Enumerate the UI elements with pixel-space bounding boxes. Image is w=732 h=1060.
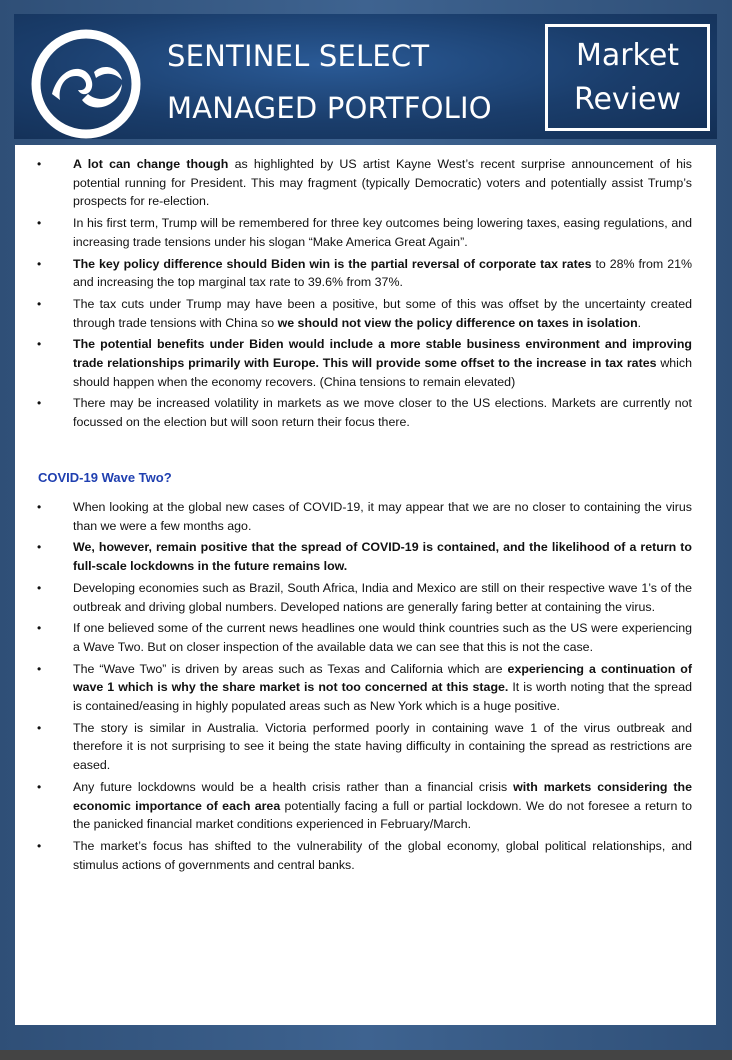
bullet-icon: • [37, 580, 42, 595]
text: to 28% from 21% and increasing the top marginal tax rate to 39.6% from 37%. [73, 256, 692, 290]
policy-bullet-list [15, 155, 716, 435]
list-item [15, 394, 716, 431]
text: The “Wave Two” is driven by areas such as Texas and California which are [73, 661, 508, 676]
bold-text: The key policy difference should Biden win is the partial reversal of corporate tax rates [73, 256, 592, 271]
bullet-icon: • [37, 621, 42, 636]
text: as highlighted by US artist Kayne West’s recent surprise announcement of his potential running for President. This may fragment (typically Democratic) voters and potentially assist Trump’s prospects for re-election. [73, 157, 692, 209]
list-item [15, 619, 716, 656]
text: potentially facing a full or partial lockdown. We do not foresee a return to the panicked financial market conditions experienced in February/March. [73, 798, 692, 832]
text: which should happen when the economy recovers. (China tensions to remain elevated) [73, 356, 692, 389]
bullet-icon: • [37, 500, 42, 514]
bullet-icon: • [37, 157, 42, 171]
list-item [15, 660, 716, 716]
list-item [15, 335, 716, 391]
sentinel-logo-icon [30, 28, 142, 140]
text: . [637, 315, 642, 330]
list-item [15, 214, 716, 251]
badge-line-1: Market [575, 37, 680, 73]
text: Any future lockdowns would be a health crisis rather than a financial crisis [73, 779, 514, 794]
market-review-badge [545, 24, 710, 131]
bullet-icon: • [37, 540, 42, 555]
header-banner [14, 14, 717, 139]
list-item [15, 837, 716, 874]
list-item [15, 295, 716, 332]
title-line-1: SENTINEL SELECT [167, 39, 430, 73]
text: In his first term, Trump will be remembered for three key outcomes being lowering taxes, easing regulations, and increasing trade tensions under his slogan “Make America Great Again”. [73, 216, 692, 249]
bold-text: The potential benefits under Biden would include a more stable business environment and improving trade relationships primarily with Europe. This will provide some offset to the increase in tax rates [73, 337, 692, 371]
bold-text: with markets considering the economic importance of each area [73, 779, 692, 813]
section-heading-covid: COVID-19 Wave Two? [38, 470, 172, 485]
list-item [15, 255, 716, 292]
badge-line-2: Review [573, 81, 682, 117]
content-panel [15, 145, 716, 1025]
covid-bullet-list [15, 498, 716, 877]
bold-text: experiencing a continuation of wave 1 which is why the share market is not too concerned at this stage. [73, 661, 692, 695]
bold-text: A lot can change though [73, 157, 229, 171]
text: The market’s focus has shifted to the vulnerability of the global economy, global political relationships, and stimulus actions of governments and central banks. [73, 838, 692, 872]
text: If one believed some of the current news headlines one would think countries such as the US were experiencing a Wave Two. But on closer inspection of the available data we can see that this is not the case. [73, 621, 692, 654]
list-item [15, 155, 716, 211]
bullet-icon: • [37, 396, 42, 411]
list-item [15, 579, 716, 616]
text: There may be increased volatility in markets as we move closer to the US elections. Markets are currently not focussed on the election but will soon return their focus there. [73, 396, 692, 430]
bullet-icon: • [37, 337, 42, 352]
text: The story is similar in Australia. Victoria performed poorly in containing wave 1 of the virus outbreak and therefore it is not surprising to see it being the state having difficulty in containing the spread as restrictions are eased. [73, 720, 692, 773]
bullet-icon: • [37, 779, 42, 794]
list-item [15, 719, 716, 775]
bullet-icon: • [37, 720, 42, 735]
bottom-bar [0, 1050, 732, 1060]
bullet-icon: • [37, 216, 42, 231]
bullet-icon: • [37, 256, 42, 271]
bullet-icon: • [37, 661, 42, 676]
bold-text: We, however, remain positive that the spread of COVID-19 is contained, and the likelihood of a return to full-scale lockdowns in the future remains low. [73, 540, 692, 574]
text: Developing economies such as Brazil, South Africa, India and Mexico are still on their respective wave 1’s of the outbreak and driving global numbers. Developed nations are generally faring better at containing the virus. [73, 580, 692, 614]
title-line-2: MANAGED PORTFOLIO [167, 91, 492, 125]
bullet-icon: • [37, 296, 42, 311]
list-item [15, 538, 716, 575]
list-item [15, 498, 716, 535]
bullet-icon: • [37, 838, 42, 853]
text: It is worth noting that the spread is contained/easing in highly populated areas such as New York which is a huge positive. [73, 680, 692, 714]
text: The tax cuts under Trump may have been a positive, but some of this was offset by the uncertainty created through trade tensions with China so [73, 296, 692, 330]
text: When looking at the global new cases of COVID-19, it may appear that we are no closer to containing the virus than we were a few months ago. [73, 500, 692, 533]
bold-text: we should not view the policy difference on taxes in isolation [277, 315, 638, 330]
list-item [15, 778, 716, 834]
